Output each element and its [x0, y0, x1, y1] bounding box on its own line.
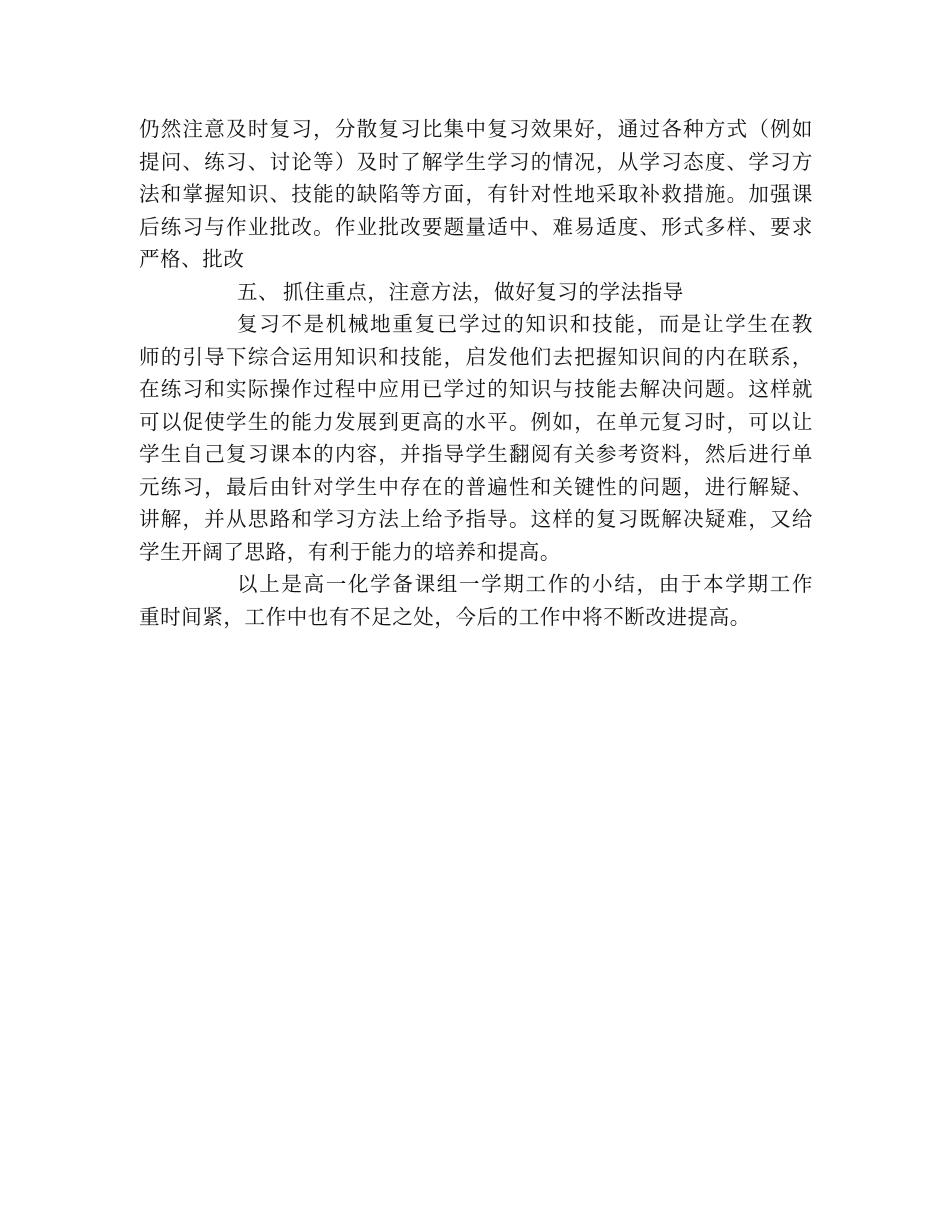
text-line: 重时间紧，工作中也有不足之处，今后的工作中将不断改进提高。 — [139, 604, 751, 629]
text-line: 后练习与作业批改。作业批改要题量适中、难易适度、形式多样、要求 — [139, 214, 813, 239]
text-line: 元练习，最后由针对学生中存在的普遍性和关键性的问题，进行解疑、 — [139, 474, 813, 499]
text-line: 严格、批改 — [139, 247, 245, 271]
document-page — [139, 113, 813, 633]
text-line: 讲解，并从思路和学习方法上给予指导。这样的复习既解决疑难，又给 — [139, 507, 813, 531]
text-line: 仍然注意及时复习，分散复习比集中复习效果好，通过各种方式（例如 — [139, 117, 813, 141]
paragraph-2 — [139, 308, 813, 568]
text-line: 法和掌握知识、技能的缺陷等方面，有针对性地采取补救措施。加强课 — [139, 182, 813, 206]
text-line: 可以促使学生的能力发展到更高的水平。例如，在单元复习时，可以让 — [139, 409, 813, 434]
text-line: 师的引导下综合运用知识和技能，启发他们去把握知识间的内在联系， — [139, 344, 813, 369]
text-line: 提问、练习、讨论等）及时了解学生学习的情况，从学习态度、学习方 — [139, 149, 813, 174]
text-line: 在练习和实际操作过程中应用已学过的知识与技能去解决问题。这样就 — [139, 377, 813, 401]
text-line: 复习不是机械地重复已学过的知识和技能，而是让学生在教 — [237, 312, 813, 336]
text-line: 学生自己复习课本的内容，并指导学生翻阅有关参考资料，然后进行单 — [139, 442, 813, 466]
section-heading-5 — [139, 276, 813, 309]
section-number: 五、 — [237, 279, 280, 304]
text-line: 学生开阔了思路，有利于能力的培养和提高。 — [139, 539, 561, 564]
paragraph-1 — [139, 113, 813, 276]
section-title: 抓住重点，注意方法，做好复习的学法指导 — [283, 279, 684, 304]
text-line: 以上是高一化学备课组一学期工作的小结，由于本学期工作 — [237, 572, 813, 596]
paragraph-3 — [139, 568, 813, 633]
